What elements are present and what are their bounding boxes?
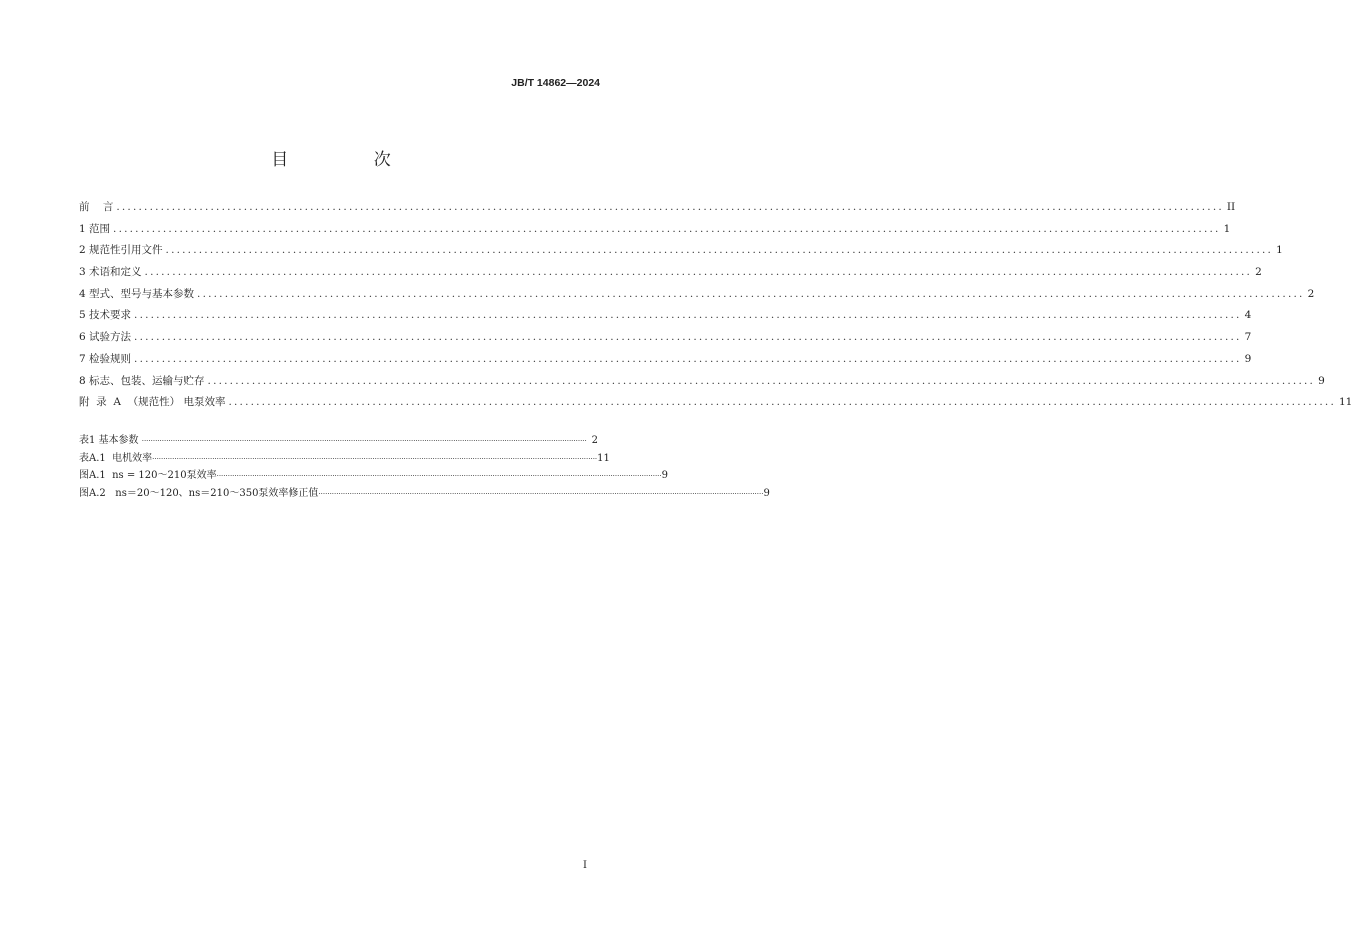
table-figure-entry[interactable] [79,487,770,505]
page-number: I [583,860,587,871]
leader-dots: ........................................................................................................................................................................................................ [165,244,1274,257]
entry-label: 图A.1 ns = 120～210泵效率 [79,470,217,481]
toc-entry[interactable] [79,395,1352,417]
leader-dots: ........................................................................................................................................................................................................ [116,201,1224,213]
entry-label: 2 规范性引用文件 [79,244,163,257]
page-title: 目 次 [271,150,431,170]
entry-label: 表A.1 电机效率 [79,452,153,464]
entry-page-number: 4 [1244,309,1252,322]
entry-page-number: 1 [1223,222,1231,235]
leader-dots: ........................................................................................................................................................................................................ [134,309,1242,322]
toc-entry[interactable] [79,222,1231,244]
toc-entry[interactable] [79,287,1315,309]
table-of-contents [79,200,1352,417]
entry-page-number: 9 [1244,352,1252,365]
toc-entry[interactable] [79,243,1283,265]
entry-page-number: 9 [661,470,669,481]
entry-label: 图A.2 ns＝20～120、ns＝210～350泵效率修正值 [79,487,319,499]
leader-dots: ........................................................................................................................................................................................................ [207,374,1316,387]
toc-entry[interactable] [79,308,1252,330]
entry-label: 4 型式、型号与基本参数 [79,287,195,300]
entry-page-number: 2 [591,435,598,446]
entry-label: 6 试验方法 [79,331,132,344]
leader-dots: ········································································································································································································ [318,489,764,498]
list-of-tables-figures [79,434,770,504]
entry-label: 3 术语和定义 [79,266,142,279]
entry-page-number: 7 [1244,331,1252,344]
leader-dots: ........................................................................................................................................................................................................ [197,287,1305,300]
leader-dots: ........................................................................................................................................................................................................ [228,396,1336,409]
entry-label: 附 录 A （规范性） 电泵效率 [79,396,226,409]
standard-code: JB/T 14862—2024 [511,77,600,89]
entry-label: 表1 基本参数 [79,435,142,446]
toc-entry[interactable] [79,352,1252,374]
entry-label: 前 言 [79,201,114,213]
leader-dots: ........................................................................................................................................................................................................ [144,266,1253,279]
leader-dots: ········································································································································································································ [152,454,598,463]
entry-label: 5 技术要求 [79,309,132,322]
entry-page-number: 9 [1318,374,1325,387]
toc-entry[interactable] [79,330,1252,352]
leader-dots: ........................................................................................................................................................................................................ [134,352,1242,365]
toc-entry[interactable] [79,374,1325,396]
leader-dots: ........................................................................................................................................................................................................ [134,331,1242,344]
entry-page-number: 1 [1276,244,1283,257]
leader-dots: ········································································································································································································ [216,472,662,480]
entry-label: 8 标志、包装、运输与贮存 [79,374,205,387]
entry-page-number: 11 [1338,396,1352,409]
entry-page-number: 2 [1255,266,1262,279]
toc-entry[interactable] [79,265,1262,287]
entry-page-number: II [1226,201,1236,213]
entry-page-number: 11 [597,452,610,464]
table-figure-entry[interactable] [79,434,598,452]
table-figure-entry[interactable] [79,469,669,487]
leader-dots: ········································································································································································································ [141,437,587,445]
entry-page-number: 2 [1307,287,1315,300]
entry-label: 7 检验规则 [79,352,132,365]
entry-page-number: 9 [763,487,770,499]
toc-entry[interactable] [79,200,1236,222]
entry-label: 1 范围 [79,222,111,235]
table-figure-entry[interactable] [79,452,610,470]
leader-dots: ........................................................................................................................................................................................................ [113,222,1221,235]
